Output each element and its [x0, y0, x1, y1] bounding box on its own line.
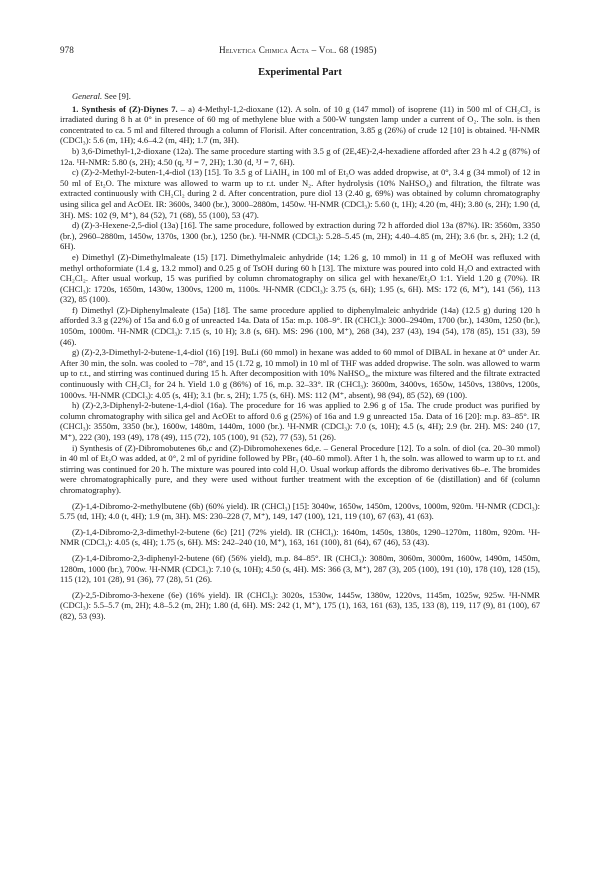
running-head: [60, 44, 540, 56]
paragraph-6b: (Z)-1,4-Dibromo-2-methylbutene (6b) (60% yield). IR (CHCl₃) [15]: 3040w, 1650w, 1450m, 1200vs, 1000m, 920m. ¹H-NMR (CDCl₃): 5.75 (td, 1H); 4.0 (t, 4H); 1.9 (m, 3H). MS: 230–228 (7, M⁺), 149, 147 (100), 121, 119 (10), 67 (63), 41 (63).: [60, 500, 540, 522]
paragraph-g: g) (Z)-2,3-Dimethyl-2-butene-1,4-diol (16) [19]. BuLi (60 mmol) in hexane was added to 60 mmol of DIBAL in hexane at 0° under Ar. After 30 min, the soln. was cooled to −78°, and 15 (1.72 g, 10 mmol) in 10 ml of THF was added dropwise. The soln. was allowed to warm up to r.t., and stirring was continued during 15 h. After decomposition with 10% NaHSO₄, the mixture was filtered and the filtrate extracted continuously with CH₂Cl₂ for 24 h. Yield 1.0 g (86%) of 16, m.p. 32–33°. IR (CHCl₃): 3600m, 3400vs, 1650w, 1450vs, 1380vs, 1200s, 1000vs. ¹H-NMR (CDCl₃): 4.05 (s, 4H); 3.1 (br. s, 2H); 1.75 (s, 6H). MS: 112 (M⁺, absent), 98 (94), 85 (52), 69 (100).: [60, 347, 540, 400]
paragraph-6e: (Z)-2,5-Dibromo-3-hexene (6e) (16% yield). IR (CHCl₃): 3020s, 1530w, 1445w, 1380w, 1220vs, 1145m, 1025w, 925w. ¹H-NMR (CDCl₃): 5.5–5.7 (m, 2H); 4.8–5.2 (m, 2H); 1.80 (d, 6H). MS: 242 (1, M⁺), 175 (1), 163, 161 (63), 135, 133 (8), 119, 117 (9), 81 (100), 67 (82), 53 (93).: [60, 589, 540, 621]
paragraph-text: – a) 4-Methyl-1,2-dioxane (12). A soln. of 10 g (147 mmol) of isoprene (11) in 500 ml of CH₂Cl₂ is irradiated during 8 h at 0° in presence of 60 mg of methylene blue with a 500-W tungsten lamp under a current of O₂. The soln. is then concentrated to ca. 5 ml and filtered through a column of Florisil. After concentration, 3.85 g (26%) of crude 12 [10] is obtained. ¹H-NMR (CDCl₃): 5.6 (m, 1H); 4.6–4.2 (m, 4H); 1.7 (m, 3H).: [60, 103, 540, 146]
page-number: 978: [60, 45, 74, 55]
header-spacer: [522, 44, 540, 56]
paragraph-f: f) Dimethyl (Z)-Diphenylmaleate (15a) [18]. The same procedure applied to diphenylmaleic anhydride (14a) (12.5 g) during 120 h afforded 3.3 g (22%) of 15a and 6.0 g of unreacted 14a. Data of 15a: m.p. 108–9°. IR (CHCl₃): 3000–2940m, 1700 (br.), 1430m, 1250 (br.), 1050m, 1000m. ¹H-NMR (CDCl₃): 7.15 (s, 10 H); 3.8 (s, 6H). MS: 296 (100, M⁺), 268 (34), 237 (43), 194 (54), 178 (85), 151 (33), 59 (46).: [60, 304, 540, 347]
paragraph-label: General.: [72, 91, 103, 101]
paragraph-general: [60, 91, 540, 102]
paragraph-c: c) (Z)-2-Methyl-2-buten-1,4-diol (13) [15]. To 3.5 g of LiAlH₄ in 100 ml of Et₂O was added dropwise, at 0°, 3.4 g (34 mmol) of 12 in 50 ml of Et₂O. The mixture was allowed to warm up to r.t. under N₂. After hydrolysis (10% NaHSO₄) and filtration, the filtrate was extracted continuously with CH₂Cl₂ during 2 d. After concentration, pure diol 13 (2.40 g, 69%) was obtained by column chromatography using silica gel and AcOEt. IR: 3600s, 3400 (br.), 3000–2880m, 1450w. ¹H-NMR (CDCl₃): 5.60 (t, 1H); 4.20 (m, 4H); 3.80 (s, 2H); 1.90 (d, 3H). MS: 102 (9, M⁺), 84 (52), 71 (68), 55 (100), 53 (47).: [60, 167, 540, 220]
paragraph-b: b) 3,6-Dimethyl-1,2-dioxane (12a). The same procedure starting with 3.5 g of (2E,4E)-2,4-hexadiene afforded after 23 h 4.2 g (87%) of 12a. ¹H-NMR: 5.80 (s, 2H); 4.50 (q, ³J = 7, 2H); 1.30 (d, ³J = 7, 6H).: [60, 145, 540, 167]
paragraph-label: 1. Synthesis of (Z)-Diynes 7.: [72, 103, 178, 114]
paragraph-d: d) (Z)-3-Hexene-2,5-diol (13a) [16]. The same procedure, followed by extraction during 72 h afforded diol 13a (87%). IR: 3560m, 3350 (br.), 2960–2880m, 1450w, 1370s, 1300 (br.), 1250 (br.). ¹H-NMR (CDCl₃): 5.28–5.45 (m, 2H); 4.40–4.85 (m, 2H); 3.6 (br. s, 2H); 1.2 (d, 6H).: [60, 220, 540, 252]
article-body: [60, 91, 540, 622]
paragraph-i: i) Synthesis of (Z)-Dibromobutenes 6b,c and (Z)-Dibromohexenes 6d,e. – General Procedure [12]. To a soln. of diol (ca. 20–30 mmol) in 40 ml of Et₂O was added, at 0°, 2 ml of pyridine followed by PBr₃ (40–60 mmol). After 1 h, the soln. was allowed to warm up to r.t. and stirring was continued for 20 h. The mixture was poured into cold H₂O. Usual workup affords the dibromo derivatives 6b–e. The bromides were chromatographically pure, and they were used without further treatment with the exception of 6e (distillation) and 6f (column chromatography).: [60, 442, 540, 495]
paragraph-h: h) (Z)-2,3-Diphenyl-2-butene-1,4-diol (16a). The procedure for 16 was applied to 2.96 g of 15a. The crude product was purified by column chromatography with silica gel and AcOEt to afford 0.6 g (25%) of 16a and 1.9 g unreacted 15a. Data of 16 [20]: m.p. 83–85°. IR (CHCl₃): 3550m, 3350 (br.), 1600w, 1480m, 1440m, 1000 (br.). ¹H-NMR (CDCl₃): 7.0 (s, 10H); 4.5 (s, 4H); 2.9 (br. 2H). MS: 240 (17, M⁺), 222 (30), 193 (49), 178 (49), 115 (72), 105 (100), 91 (52), 77 (53), 51 (26).: [60, 400, 540, 442]
paragraph-synthesis-diynes: [60, 104, 540, 146]
paragraph-6f: (Z)-1,4-Dibromo-2,3-diphenyl-2-butene (6f) (56% yield), m.p. 84–85°. IR (CHCl₃): 3080m, 3060m, 3000m, 1600w, 1490m, 1450m, 1280m, 1000 (br.), 700w. ¹H-NMR (CDCl₃): 7.10 (s, 10H); 4.50 (s, 4H). MS: 366 (3, M⁺), 287 (3), 205 (100), 191 (10), 178 (10), 128 (15), 115 (12), 101 (28), 91 (36), 77 (28), 51 (26).: [60, 552, 540, 585]
section-title: Experimental Part: [258, 67, 342, 78]
journal-title: Helvetica Chimica Acta – Vol. 68 (1985): [218, 45, 377, 55]
paragraph-text: See [9].: [102, 91, 131, 101]
paragraph-e: e) Dimethyl (Z)-Dimethylmaleate (15) [17]. Dimethylmaleic anhydride (14; 1.26 g, 10 mmol) in 11 g of MeOH was refluxed with methyl orthoformiate (1.4 g, 13.2 mmol) and 0.25 g of TsOH during 60 h [13]. The mixture was poured into cold H₂O and extracted with CH₂Cl₂. After usual workup, 15 was purified by column chromatography on silica gel with hexane/Et₂O 1:1. Yield 1.20 g (70%). IR (CHCl₃): 1720s, 1650m, 1430w, 1300vs, 1200 m, 1100s. ¹H-NMR (CDCl₃): 3.75 (s, 6H); 1.95 (s, 6H). MS: 172 (6, M⁺), 141 (56), 113 (32), 85 (100).: [60, 251, 540, 305]
paragraph-6c: (Z)-1,4-Dibromo-2,3-dimethyl-2-butene (6c) [21] (72% yield). IR (CHCl₃): 1640m, 1450s, 1380s, 1290–1270m, 1180m, 920m. ¹H-NMR (CDCl₃): 4.05 (s, 4H); 1.75 (s, 6H). MS: 242–240 (10, M⁺), 163, 161 (100), 81 (64), 67 (46), 53 (43).: [60, 526, 540, 548]
